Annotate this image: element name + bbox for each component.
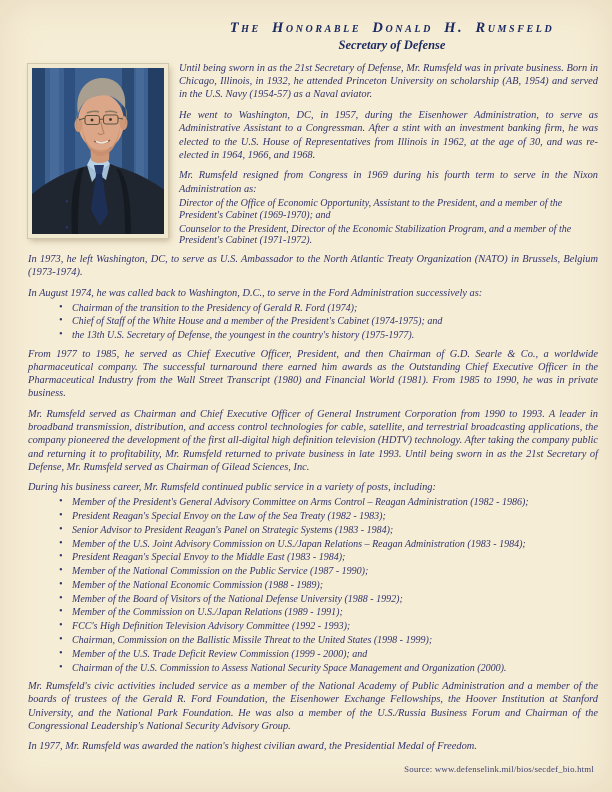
paragraph-nato: In 1973, he left Washington, DC, to serve as U.S. Ambassador to the North Atlantic Treaty Organization (NATO) in Brussels, Belgium (1973-1974). <box>28 253 598 279</box>
list-item: • FCC's High Definition Television Advisory Committee (1992 - 1993); <box>58 621 598 633</box>
list-item: • Member of the Board of Visitors of the National Defense University (1988 - 1992); <box>58 594 598 606</box>
list-item: • Counselor to the President, Director of the Economic Stabilization Program, and a member of the President's Cabinet (1971-1972). <box>64 224 598 247</box>
list-item: • the 13th U.S. Secretary of Defense, the youngest in the country's history (1975-1977). <box>58 330 598 342</box>
list-item: • Member of the National Economic Commission (1988 - 1989); <box>58 580 598 592</box>
list-item: • President Reagan's Special Envoy to the Middle East (1983 - 1984); <box>58 552 598 564</box>
list-item: • Chairman, Commission on the Ballistic Missile Threat to the United States (1998 - 1999); <box>58 635 598 647</box>
list-item: • Member of the U.S. Trade Deficit Review Commission (1999 - 2000); and <box>58 649 598 661</box>
list-item: • Director of the Office of Economic Opportunity, Assistant to the President, and a member of the President's Cabinet (1969-1970); and <box>64 198 598 221</box>
list-item: • President Reagan's Special Envoy on the Law of the Sea Treaty (1982 - 1983); <box>58 511 598 523</box>
paragraph-ford-intro: In August 1974, he was called back to Washington, D.C., to serve in the Ford Administration successively as: <box>28 287 483 299</box>
page-subtitle: Secretary of Defense <box>338 38 446 52</box>
list-item: • Member of the U.S. Joint Advisory Commission on U.S./Japan Relations – Reagan Administration (1983 - 1984); <box>58 539 598 551</box>
document-body <box>28 62 598 776</box>
paragraph-intro: Until being sworn in as the 21st Secretary of Defense, Mr. Rumsfeld was in private business. Born in Chicago, Illinois, in 1932, he attended Princeton University on scholarship (AB, 1954) and served in the U.S. Navy (1954-57) as a Naval aviator. <box>179 63 598 101</box>
paragraph-nixon-intro: Mr. Rumsfeld resigned from Congress in 1969 during his fourth term to serve in the Nixon Administration as: <box>179 170 598 195</box>
list-item: • Member of the Commission on U.S./Japan Relations (1989 - 1991); <box>58 607 598 619</box>
paragraph-general-instrument: Mr. Rumsfeld served as Chairman and Chief Executive Officer of General Instrument Corporation from 1990 to 1993. A leader in broadband transmission, distribution, and access control technologies for cable, satellite, and terrestrial broadcasting applications, the company pioneered the development of the first all-digital high definition television (HDTV) technology. After taking the company public and returning it to profitability, Mr. Rumsfeld returned to private business in late 1993. Until being sworn in as the 21st Secretary of Defense, Mr. Rumsfeld served as Chairman of Gilead Sciences, Inc. <box>28 408 598 473</box>
paragraph-medal: In 1977, Mr. Rumsfeld was awarded the nation's highest civilian award, the Presidential Medal of Freedom. <box>28 741 477 753</box>
paragraph-civic: Mr. Rumsfeld's civic activities included service as a member of the National Academy of Public Administration and a member of the boards of trustees of the Gerald R. Ford Foundation, the Eisenhower Exchange Fellowships, the Hoover Institution at Stanford University, and the National Park Foundation. He was also a member of the U.S./Russia Business Forum and Chairman of the Congressional Leadership's National Security Advisory Group. <box>28 681 598 732</box>
paragraph-searle: From 1977 to 1985, he served as Chief Executive Officer, President, and then Chairman of G.D. Searle & Co., a worldwide pharmaceutical company. The successful turnaround there earned him awards as the Outstanding Chief Executive Officer in the Pharmaceutical Industry from the Wall Street Transcript (1980) and Financial World (1981). From 1985 to 1990, he was in private business. <box>28 348 598 400</box>
list-item: • Chief of Staff of the White House and a member of the President's Cabinet (1974-1975); and <box>58 316 598 328</box>
paragraph-public-service-intro: During his business career, Mr. Rumsfeld continued public service in a variety of posts, including: <box>28 482 436 494</box>
paragraph-washington: He went to Washington, DC, in 1957, during the Eisenhower Administration, to serve as Administrative Assistant to a Congressman. After a stint with an investment banking firm, he was elected to the U.S. House of Representatives from Illinois in 1962, at the age of 30, and was re-elected in 1964, 1966, and 1968. <box>179 110 598 161</box>
document-header <box>186 20 598 53</box>
public-service-list <box>28 497 598 674</box>
page-title: The Honorable Donald H. Rumsfeld <box>229 20 555 36</box>
list-item: • Member of the National Commission on the Public Service (1987 - 1990); <box>58 566 598 578</box>
list-item: • Member of the President's General Advisory Committee on Arms Control – Reagan Administration (1982 - 1986); <box>58 497 598 509</box>
list-item: • Chairman of the transition to the Presidency of Gerald R. Ford (1974); <box>58 303 598 315</box>
source-line: Source: www.defenselink.mil/bios/secdef_bio.html <box>404 763 594 774</box>
ford-roles-list <box>28 303 598 342</box>
list-item: • Senior Advisor to President Reagan's Panel on Strategic Systems (1983 - 1984); <box>58 525 598 537</box>
list-item: • Chairman of the U.S. Commission to Assess National Security Space Management and Organization (2000). <box>58 663 598 675</box>
